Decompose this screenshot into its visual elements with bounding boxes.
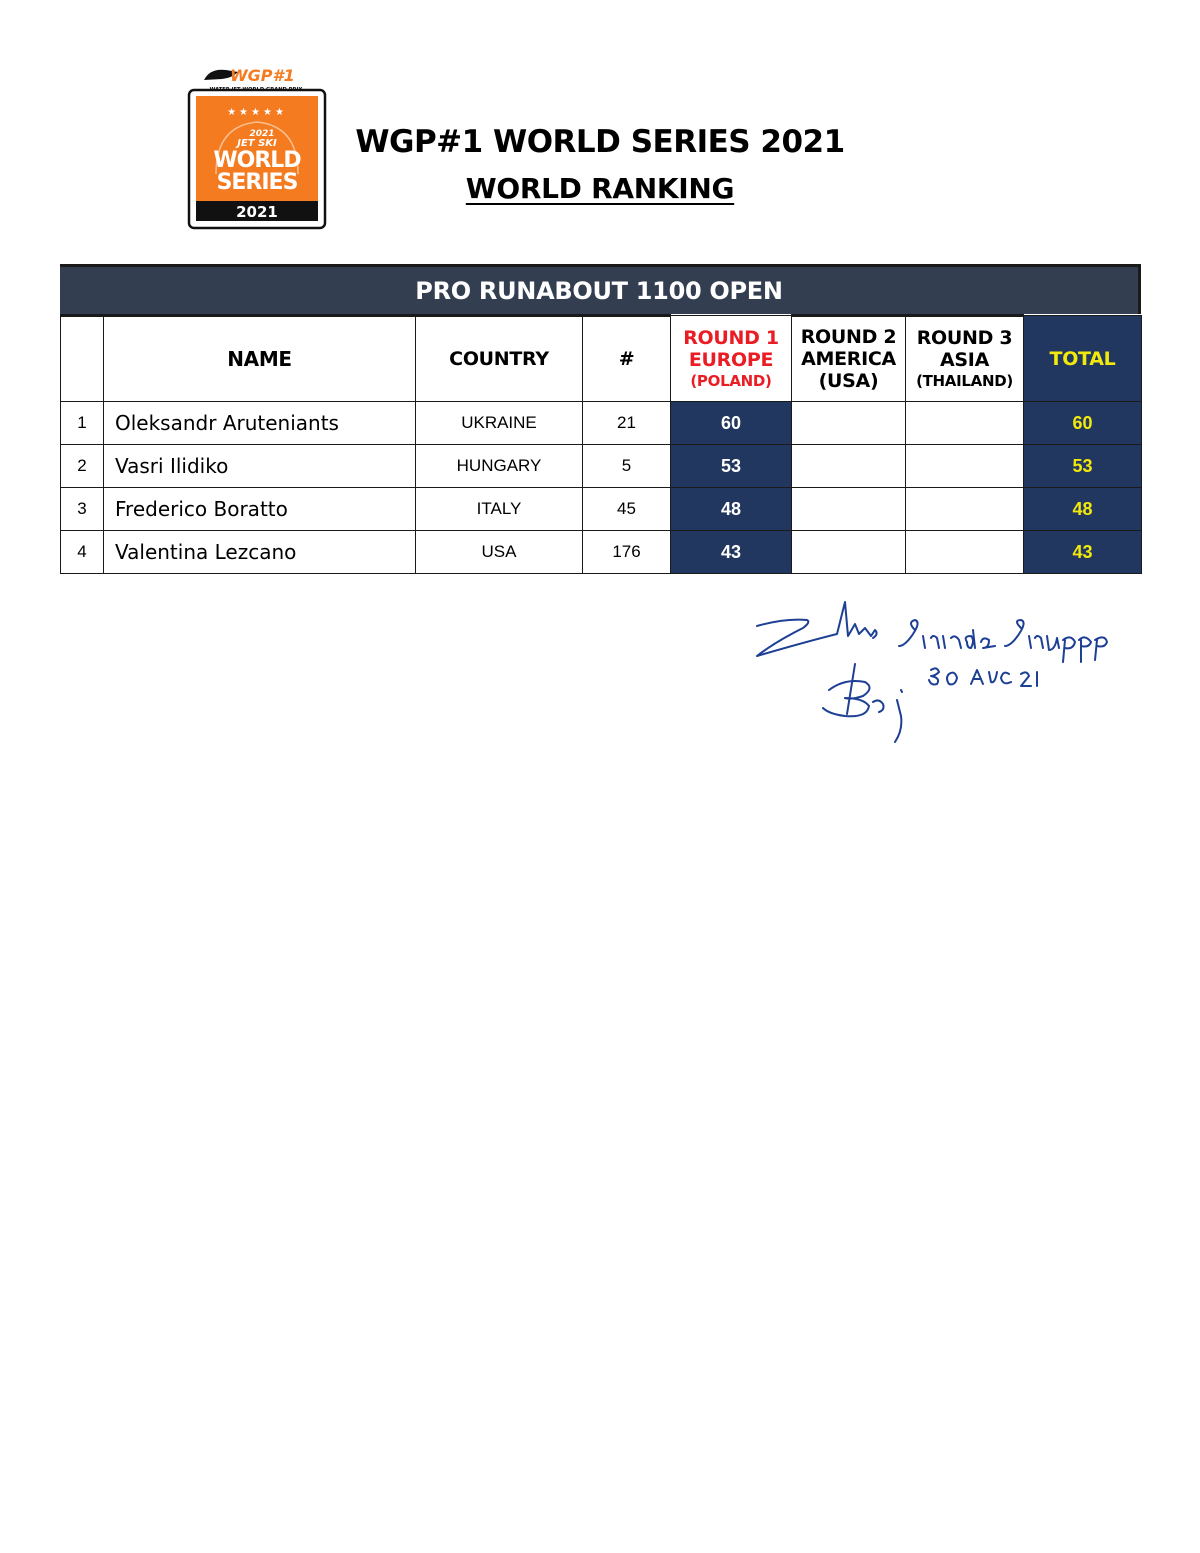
signatures — [745, 590, 1125, 760]
rider-country: ITALY — [416, 488, 583, 531]
rider-name: Valentina Lezcano — [104, 531, 416, 574]
page-subtitle: WORLD RANKING — [465, 172, 735, 205]
table-row — [61, 402, 1142, 445]
round3-points — [906, 488, 1024, 531]
rank-position: 2 — [61, 445, 104, 488]
rider-number: 45 — [583, 488, 671, 531]
logo-brand: WGP#1 — [230, 66, 295, 85]
header-row — [61, 316, 1142, 402]
table-row — [61, 488, 1142, 531]
rider-number: 5 — [583, 445, 671, 488]
rider-country: HUNGARY — [416, 445, 583, 488]
round1-points: 48 — [671, 488, 792, 531]
round1-points: 43 — [671, 531, 792, 574]
round1-points: 60 — [671, 402, 792, 445]
rider-name: Oleksandr Aruteniants — [104, 402, 416, 445]
logo-jetski: JET SKI — [237, 138, 277, 149]
round2-points — [792, 531, 906, 574]
round3-title: ROUND 3 — [916, 327, 1013, 349]
header-round3 — [906, 316, 1024, 402]
round3-points — [906, 402, 1024, 445]
header-total: TOTAL — [1024, 316, 1142, 402]
round1-points: 53 — [671, 445, 792, 488]
ranking-grid — [60, 314, 1142, 574]
rider-name: Vasri Ilidiko — [104, 445, 416, 488]
rank-position: 4 — [61, 531, 104, 574]
table-row — [61, 445, 1142, 488]
round1-region: EUROPE — [688, 348, 774, 371]
round2-region: AMERICA — [801, 348, 896, 370]
rank-position: 1 — [61, 402, 104, 445]
logo-footer: 2021 — [236, 203, 278, 221]
round3-country: (THAILAND) — [916, 372, 1013, 390]
signature-1 — [757, 602, 877, 656]
rider-number: 176 — [583, 531, 671, 574]
rider-country: USA — [416, 531, 583, 574]
rider-number: 21 — [583, 402, 671, 445]
round1-title: ROUND 1 — [683, 326, 779, 349]
rider-name: Frederico Boratto — [104, 488, 416, 531]
header-position — [61, 316, 104, 402]
total-points: 48 — [1024, 488, 1142, 531]
total-points: 43 — [1024, 531, 1142, 574]
signature-2 — [899, 620, 1107, 662]
round2-country: (USA) — [818, 370, 879, 392]
page-title: WGP#1 WORLD SERIES 2021 — [355, 124, 845, 160]
round2-points — [792, 488, 906, 531]
total-points: 53 — [1024, 445, 1142, 488]
logo-line1: WORLD — [213, 148, 301, 173]
svg-text:★★★★★: ★★★★★ — [227, 107, 287, 118]
category-title: PRO RUNABOUT 1100 OPEN — [60, 264, 1141, 314]
header-round2 — [792, 316, 906, 402]
header-country: COUNTRY — [416, 316, 583, 402]
round3-points — [906, 531, 1024, 574]
total-points: 60 — [1024, 402, 1142, 445]
header-number: # — [583, 316, 671, 402]
header-name: NAME — [104, 316, 416, 402]
round1-country: (POLAND) — [690, 371, 772, 390]
rank-position: 3 — [61, 488, 104, 531]
rider-country: UKRAINE — [416, 402, 583, 445]
ranking-table — [60, 264, 1141, 574]
logo-year-small: 2021 — [249, 129, 275, 139]
round2-title: ROUND 2 — [800, 326, 897, 348]
round2-points — [792, 402, 906, 445]
round2-points — [792, 445, 906, 488]
round3-points — [906, 445, 1024, 488]
logo-line2: SERIES — [216, 170, 298, 195]
round3-region: ASIA — [940, 349, 989, 371]
table-row — [61, 531, 1142, 574]
header-round1 — [671, 316, 792, 402]
signature-date — [929, 668, 1037, 686]
signature-3 — [823, 664, 902, 742]
